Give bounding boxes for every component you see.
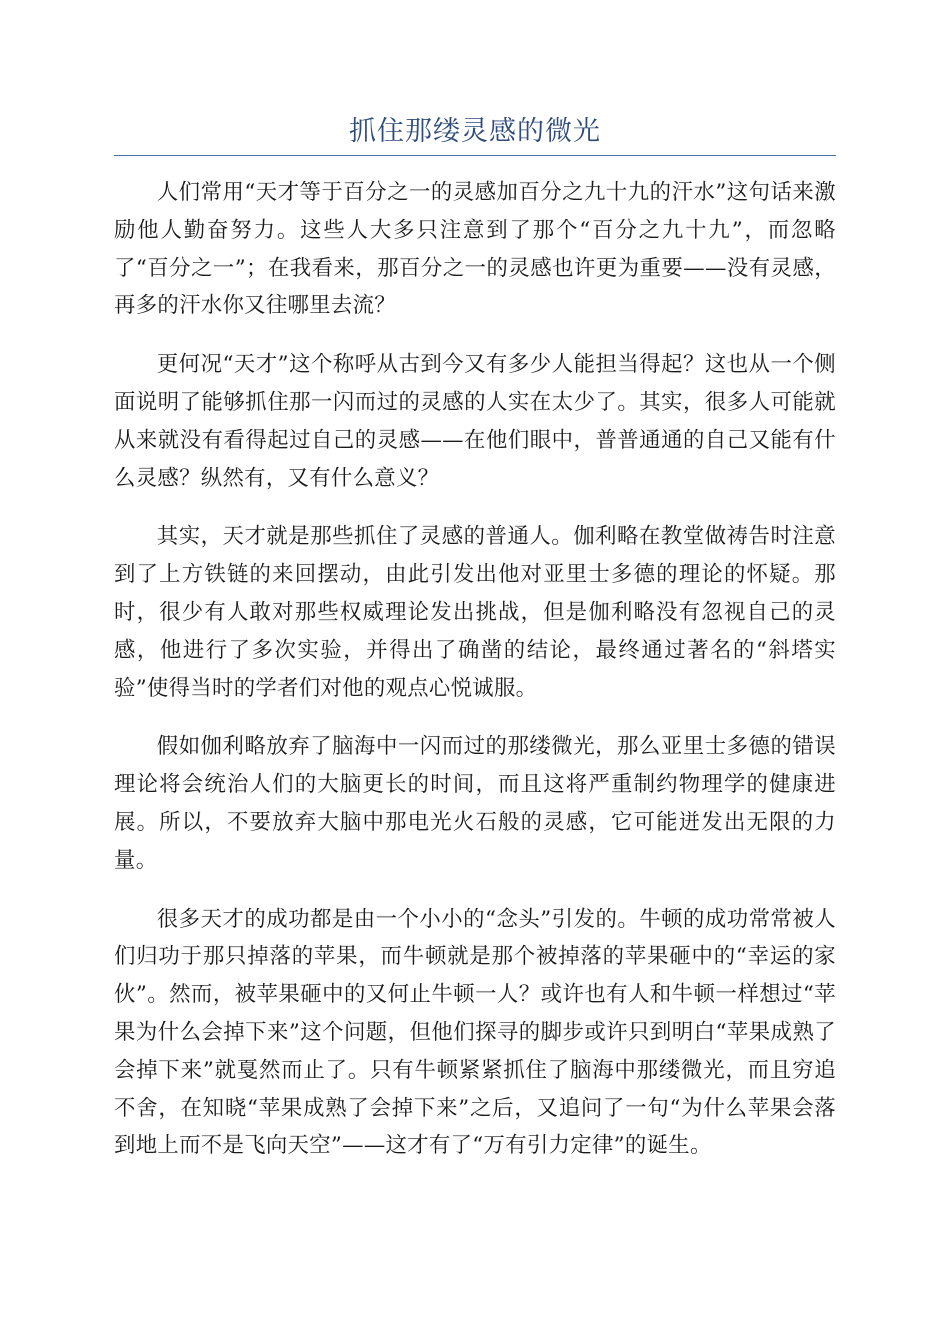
paragraph-2: 更何况“天才”这个称呼从古到今又有多少人能担当得起？这也从一个侧面说明了能够抓住那一闪而过的灵感的人实在太少了。其实，很多人可能就从来就没有看得起过自己的灵感——在他们眼中，普普通通的自己又能有什么灵感？纵然有，又有什么意义？ (114, 352, 836, 491)
document-body (114, 174, 836, 1186)
document-title: 抓住那缕灵感的微光 (349, 116, 601, 147)
paragraph-5: 很多天才的成功都是由一个小小的“念头”引发的。牛顿的成功常常被人们归功于那只掉落的苹果，而牛顿就是那个被掉落的苹果砸中的“幸运的家伙”。然而，被苹果砸中的又何止牛顿一人？或许也有人和牛顿一样想过“苹果为什么会掉下来”这个问题，但他们探寻的脚步或许只到明白“苹果成熟了会掉下来”就戛然而止了。只有牛顿紧紧抓住了脑海中那缕微光，而且穷追不舍，在知晓“苹果成熟了会掉下来”之后，又追问了一句“为什么苹果会落到地上而不是飞向天空”——这才有了“万有引力定律”的诞生。 (114, 906, 836, 1159)
paragraph-1: 人们常用“天才等于百分之一的灵感加百分之九十九的汗水”这句话来激励他人勤奋努力。这些人大多只注意到了那个“百分之九十九”，而忽略了“百分之一”；在我看来，那百分之一的灵感也许更为重要——没有灵感，再多的汗水你又往哪里去流？ (114, 180, 836, 319)
paragraph-3: 其实，天才就是那些抓住了灵感的普通人。伽利略在教堂做祷告时注意到了上方铁链的来回摆动，由此引发出他对亚里士多德的理论的怀疑。那时，很少有人敢对那些权威理论发出挑战，但是伽利略没有忽视自己的灵感，他进行了多次实验，并得出了确凿的结论，最终通过著名的“斜塔实验”使得当时的学者们对他的观点心悦诚服。 (114, 524, 836, 701)
paragraph-4: 假如伽利略放弃了脑海中一闪而过的那缕微光，那么亚里士多德的错误理论将会统治人们的大脑更长的时间，而且这将严重制约物理学的健康进展。所以，不要放弃大脑中那电光火石般的灵感，它可能迸发出无限的力量。 (114, 734, 836, 873)
title-underline (114, 155, 836, 156)
